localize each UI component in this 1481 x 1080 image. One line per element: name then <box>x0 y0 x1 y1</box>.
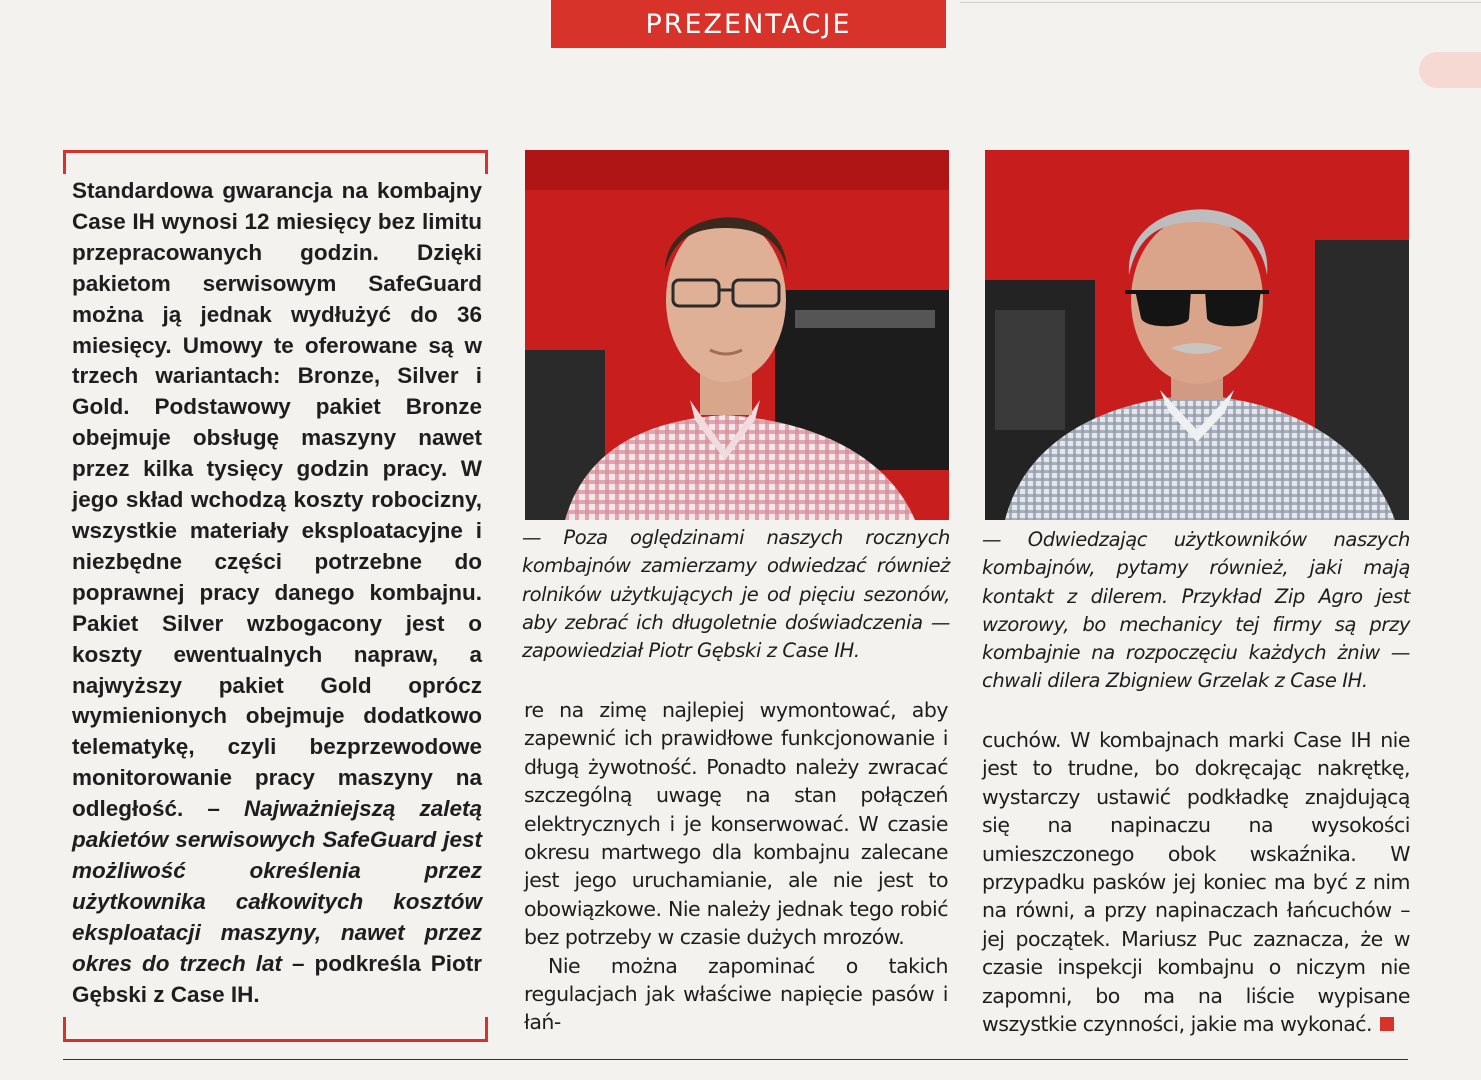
section-title: PREZENTACJE <box>645 8 852 40</box>
page-edge-tab <box>1419 52 1481 88</box>
photo-piotr-gebski <box>525 150 949 520</box>
portrait-man-sunglasses-icon <box>985 150 1409 520</box>
sidebar-text-plain: Standardowa gwarancja na kombajny Case IH wynosi 12 miesięcy bez limitu przepracowanych godzin. Dzięki pakietom serwisowym SafeGuard można ją jednak wydłużyć do 36 miesięcy. Umowy te oferowane są w trzech wariantach: Bronze, Silver i Gold. Podstawowy pakiet Bronze obejmuje obsługę maszyny nawet przez kilka tysięcy godzin pracy. W jego skład wchodzą koszty robocizny, wszystkie materiały eksploatacyjne i niezbędne części potrzebne do poprawnej pracy danego kombajnu. Pakiet Silver wzbogacony jest o koszty ewentualnych napraw, a najwyższy pakiet Gold oprócz wymienionych obejmuje dodatkowo telematykę, czyli bezprzewodowe monitorowanie pracy maszyny na odległość. – <box>72 178 482 822</box>
article-column-middle <box>524 696 948 1037</box>
frame-top-right-tick <box>485 150 488 174</box>
portrait-man-glasses-icon <box>525 150 949 520</box>
photo-caption-grzelak: — Odwiedzając użytkowników naszych kombajnów, pytamy również, jaki mają kontakt z dilerem. Przykład Zip Agro jest wzorowy, bo mechanicy tej firmy są przy kombajnie na rozpoczęciu każdych żniw — chwali dilera Zbigniew Grzelak z Case IH. <box>982 528 1410 693</box>
sidebar-text-quote: Najważniejszą zaletą pakietów serwisowych SafeGuard jest możliwość określenia przez użytkownika całkowitych kosztów eksploatacji maszyny, nawet przez okres do trzech lat <box>72 796 482 976</box>
photo-zbigniew-grzelak <box>985 150 1409 520</box>
photo-caption-gebski: — Poza oględzinami naszych rocznych kombajnów zamierzamy odwiedzać również rolników użytkujących je od pięciu sezonów, aby zebrać ich długoletnie doświadczenia — zapowiedział Piotr Gębski z Case IH. <box>522 526 950 663</box>
section-header <box>551 0 946 48</box>
bottom-rule <box>63 1059 1408 1060</box>
frame-bottom-left-tick <box>63 1017 66 1042</box>
frame-top-rule <box>63 150 488 153</box>
top-rule <box>960 2 1481 3</box>
article-column-right <box>982 726 1410 1038</box>
paragraph: re na zimę najlepiej wymontować, aby zapewnić ich prawidłowe funkcjonowanie i długą żywotność. Ponadto należy zwracać szczególną uwagę na stan połączeń elektrycznych i je konserwować. W czasie okresu martwego dla kombajnu zalecane jest jego uruchamianie, ale nie jest to obowiązkowe. Nie należy jednak tego robić bez potrzeby w czasie dużych mrozów. <box>524 698 948 950</box>
frame-top-left-tick <box>63 150 66 174</box>
frame-bottom-right-tick <box>485 1017 488 1042</box>
end-of-article-square-icon <box>1380 1017 1394 1031</box>
frame-bottom-rule <box>63 1039 488 1042</box>
sidebar-box-text <box>72 176 482 1010</box>
paragraph: cuchów. W kombajnach marki Case IH nie jest to trudne, bo dokręcając nakrętkę, wystarczy ustawić podkładkę znajdującą się na napinaczu na wysokości umieszczonego obok wskaźnika. W przypadku pasków jej koniec ma być z nim na równi, a przy napinaczach łańcuchów – jej początek. Mariusz Puc zaznacza, że w czasie inspekcji kombajnu o niczym nie zapomni, bo ma na liście wypisane wszystkie czynności, jakie ma wykonać. <box>982 728 1410 1037</box>
sidebar-text-attribution: – podkreśla Piotr Gębski z Case IH. <box>72 950 482 1007</box>
paragraph: Nie można zapominać o takich regulacjach jak właściwe napięcie pasów i łań- <box>524 953 948 1035</box>
